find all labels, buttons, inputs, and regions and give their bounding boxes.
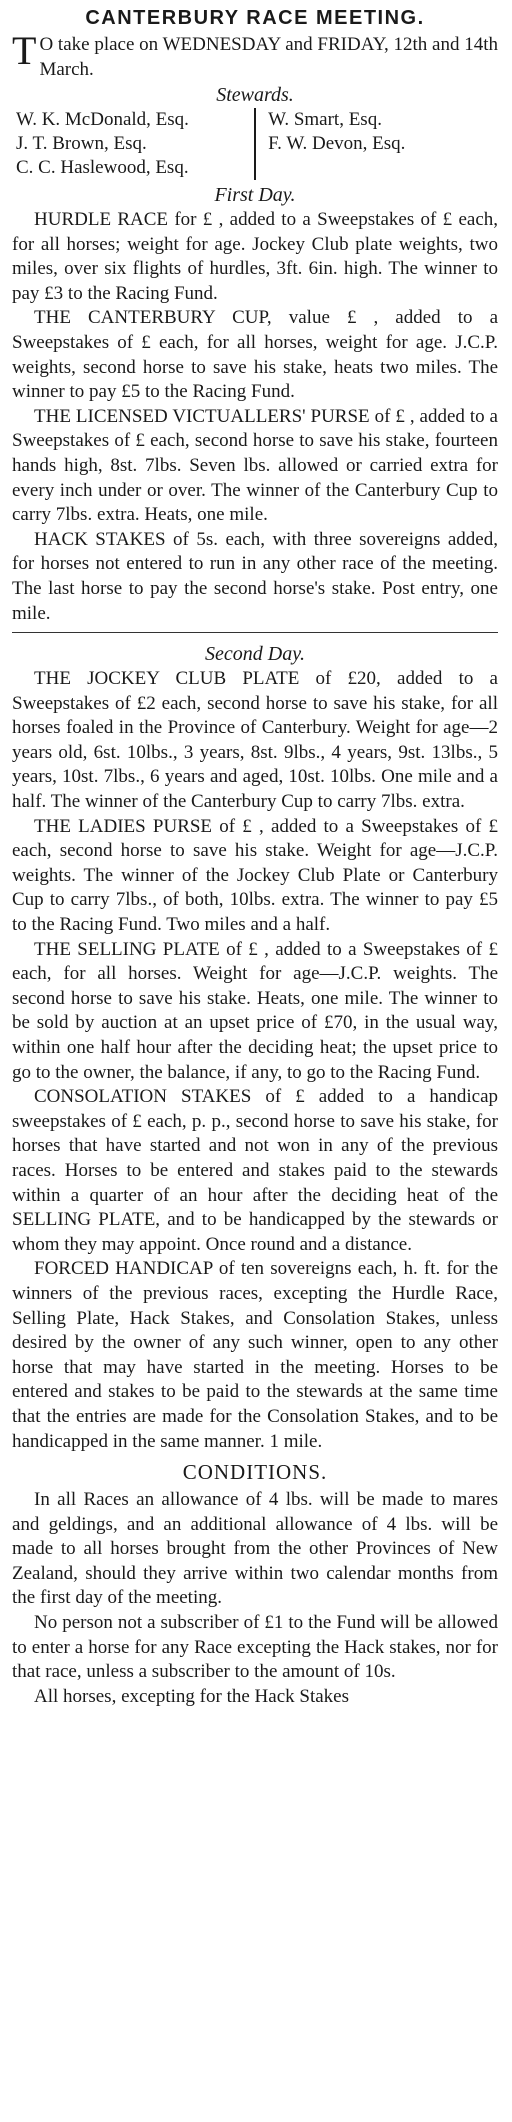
first-day-heading: First Day. <box>214 184 296 206</box>
intro-paragraph <box>12 28 498 82</box>
steward-name: J. T. Brown, Esq. <box>16 133 147 154</box>
condition-paragraph: In all Races an allowance of 4 lbs. will be made to mares and geldings, and an additional allowance of 4 lbs. will be made to all horses brought from the other Provinces of New Zealand, should they arrive within two calendar months from the first day of the meeting. <box>12 1489 498 1609</box>
steward-name: C. C. Haslewood, Esq. <box>16 157 189 178</box>
race-forced-handicap: FORCED HANDICAP of ten sovereigns each, h. ft. for the winners of the previous races, excepting the Hurdle Race, Selling Plate, Hack Stakes, and Consolation Stakes, unless desired by the owner of any such winner, open to any other horse that may have started in the meeting. Horses to be entered and stakes to be paid to the stewards at the same time that the entries are made for the Consolation Stakes, and to be handicapped in the same manner. 1 mile. <box>12 1258 498 1452</box>
race-canterbury-cup: THE CANTERBURY CUP, value £ , added to a Sweepstakes of £ each, for all horses, weight for age. J.C.P. weights, second horse to save his stake, heats two miles. The winner to pay £5 to the Racing Fund. <box>12 307 498 403</box>
steward-name: W. K. McDonald, Esq. <box>16 109 189 130</box>
stewards-right-column <box>256 108 405 180</box>
intro-text: O take place on WEDNESDAY and FRIDAY, 12th and 14th March. <box>39 34 498 80</box>
race-jockey-club-plate: THE JOCKEY CLUB PLATE of £20, added to a Sweepstakes of £2 each, second horse to save his stake, for all horses foaled in the Province of Canterbury. Weight for age—2 years old, 6st. 10lbs., 3 years, 8st. 9lbs., 4 years, 9st. 13lbs., 5 years, 10st. 7lbs., 6 years and aged, 10st. 10lbs. One mile and a half. The winner of the Canterbury Cup to carry 7lbs. extra. <box>12 668 498 813</box>
race-hurdle: HURDLE RACE for £ , added to a Sweepstakes of £ each, for all horses; weight for age. Jockey Club plate weights, two miles, over six flights of hurdles, 3ft. 6in. high. The winner to pay £3 to the Racing Fund. <box>12 209 498 304</box>
section-divider <box>12 632 498 633</box>
stewards-list <box>12 108 498 180</box>
condition-paragraph: No person not a subscriber of £1 to the Fund will be allowed to enter a horse for any Race excepting the Hack stakes, nor for that race, unless a subscriber to the amount of 10s. <box>12 1612 498 1683</box>
second-day-heading: Second Day. <box>205 643 305 666</box>
stewards-heading: Stewards. <box>216 84 294 106</box>
conditions-heading: CONDITIONS. <box>182 1460 328 1485</box>
race-ladies-purse: THE LADIES PURSE of £ , added to a Sweepstakes of £ each, second horse to save his stake. Weight for age—J.C.P. weights. The winner of the Jockey Club Plate or Canterbury Cup to carry 7lbs., of both, 10lbs. extra. The winner to pay £5 to the Racing Fund. Two miles and a half. <box>12 815 498 936</box>
race-consolation-stakes: CONSOLATION STAKES of £ added to a handicap sweepstakes of £ each, p. p., second horse to save his stake, for horses that have started and not won in any of the previous races. Horses to be entered and stakes paid to the stewards within a quarter of an hour after the deciding heat of the SELLING PLATE, and to be handicapped by the stewards or whom they may appoint. Once round and a distance. <box>12 1086 498 1255</box>
page-title: CANTERBURY RACE MEETING. <box>85 7 425 29</box>
race-selling-plate: THE SELLING PLATE of £ , added to a Sweepstakes of £ each, for all horses. Weight for age—J.C.P. weights. The second horse to save his stake. Heats, one mile. The winner to be sold by auction at an upset price of £70, in the usual way, within one half hour after the deciding heat; the upset price to go to the owner, the balance, if any, to go to the Racing Fund. <box>12 938 498 1083</box>
condition-paragraph: All horses, excepting for the Hack Stakes <box>34 1685 349 1707</box>
stewards-left-column <box>12 108 256 180</box>
race-licensed-victuallers-purse: THE LICENSED VICTUALLERS' PURSE of £ , added to a Sweepstakes of £ each, second horse to save his stake, fourteen hands high, 8st. 7lbs. Seven lbs. allowed or carried extra for every inch under or over. The winner of the Canterbury Cup to carry 7lbs. extra. Heats, one mile. <box>12 405 498 526</box>
race-hack-stakes: HACK STAKES of 5s. each, with three sovereigns added, for horses not entered to run in any other race of the meeting. The last horse to pay the second horse's stake. Post entry, one mile. <box>12 528 498 624</box>
drop-cap: T <box>12 28 37 73</box>
steward-name: W. Smart, Esq. <box>268 109 382 130</box>
steward-name: F. W. Devon, Esq. <box>268 133 406 154</box>
